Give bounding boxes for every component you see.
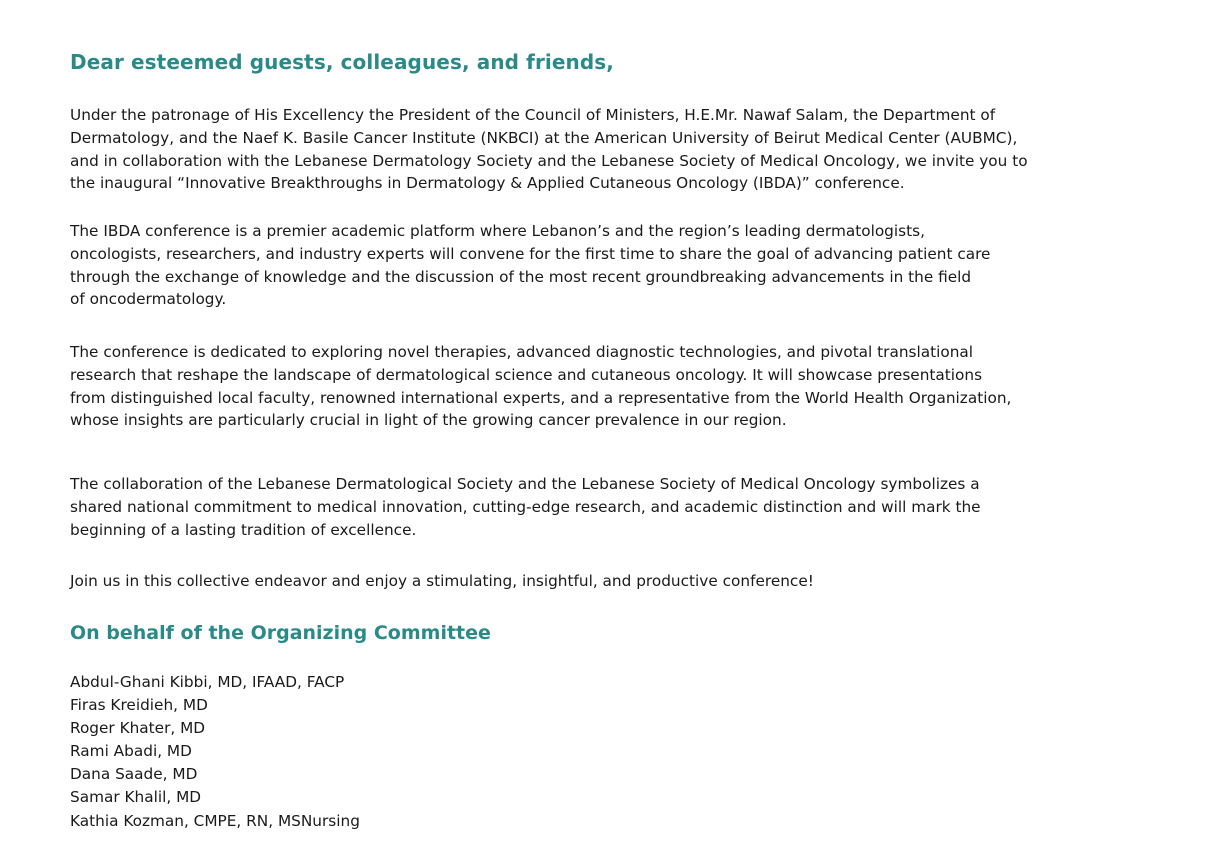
signatory-name: Abdul-Ghani Kibbi, MD, IFAAD, FACP	[70, 673, 345, 691]
signatory-list	[70, 671, 360, 833]
paragraph-line: and in collaboration with the Lebanese Dermatology Society and the Lebanese Society of Medical Oncology, we invite you to	[70, 151, 1028, 170]
signatory-name: Rami Abadi, MD	[70, 742, 192, 761]
signatory-name: Dana Saade, MD	[70, 765, 198, 784]
paragraph-line: whose insights are particularly crucial in light of the growing cancer prevalence in our region.	[70, 411, 787, 430]
paragraph-line: Dermatology, and the Naef K. Basile Cancer Institute (NKBCI) at the American University of Beirut Medical Center (AUBMC),	[70, 128, 1018, 147]
paragraph-line: The IBDA conference is a premier academic platform where Lebanon’s and the region’s leading dermatologists,	[70, 222, 925, 240]
paragraph-line: the inaugural “Innovative Breakthroughs in Dermatology & Applied Cutaneous Oncology (IBDA)” conference.	[70, 174, 905, 193]
signatory-name: Firas Kreidieh, MD	[70, 696, 208, 715]
paragraph-line: beginning of a lasting tradition of excellence.	[70, 520, 417, 539]
paragraph-dedication	[70, 341, 1195, 432]
paragraph-platform	[70, 220, 1195, 311]
signatory-name: Roger Khater, MD	[70, 719, 206, 738]
paragraph-line: oncologists, researchers, and industry experts will convene for the first time to share the goal of advancing patient care	[70, 244, 991, 263]
paragraph-line: from distinguished local faculty, renowned international experts, and a representative from the World Health Organization,	[70, 388, 1012, 407]
paragraph-line: research that reshape the landscape of dermatological science and cutaneous oncology. It will showcase presentations	[70, 365, 983, 384]
paragraph-line: of oncodermatology.	[70, 290, 227, 309]
paragraph-invitation	[70, 570, 1195, 593]
signatory-name: Kathia Kozman, CMPE, RN, MSNursing	[70, 811, 360, 830]
paragraph-patronage	[70, 104, 1195, 195]
paragraph-line: Join us in this collective endeavor and enjoy a stimulating, insightful, and productive conference!	[70, 572, 814, 590]
paragraph-line: Under the patronage of His Excellency the President of the Council of Ministers, H.E.Mr. Nawaf Salam, the Department of	[70, 106, 996, 124]
paragraph-line: The collaboration of the Lebanese Dermatological Society and the Lebanese Society of Medical Oncology symbolizes a	[70, 475, 980, 493]
letter-signoff: On behalf of the Organizing Committee	[70, 622, 491, 644]
paragraph-line: The conference is dedicated to exploring novel therapies, advanced diagnostic technologies, and pivotal translational	[70, 343, 974, 361]
signatory-name: Samar Khalil, MD	[70, 788, 202, 807]
paragraph-collaboration	[70, 473, 1195, 541]
letter-greeting: Dear esteemed guests, colleagues, and friends,	[70, 50, 614, 74]
paragraph-line: shared national commitment to medical innovation, cutting-edge research, and academic distinction and will mark the	[70, 497, 981, 516]
paragraph-line: through the exchange of knowledge and the discussion of the most recent groundbreaking advancements in the field	[70, 267, 972, 286]
